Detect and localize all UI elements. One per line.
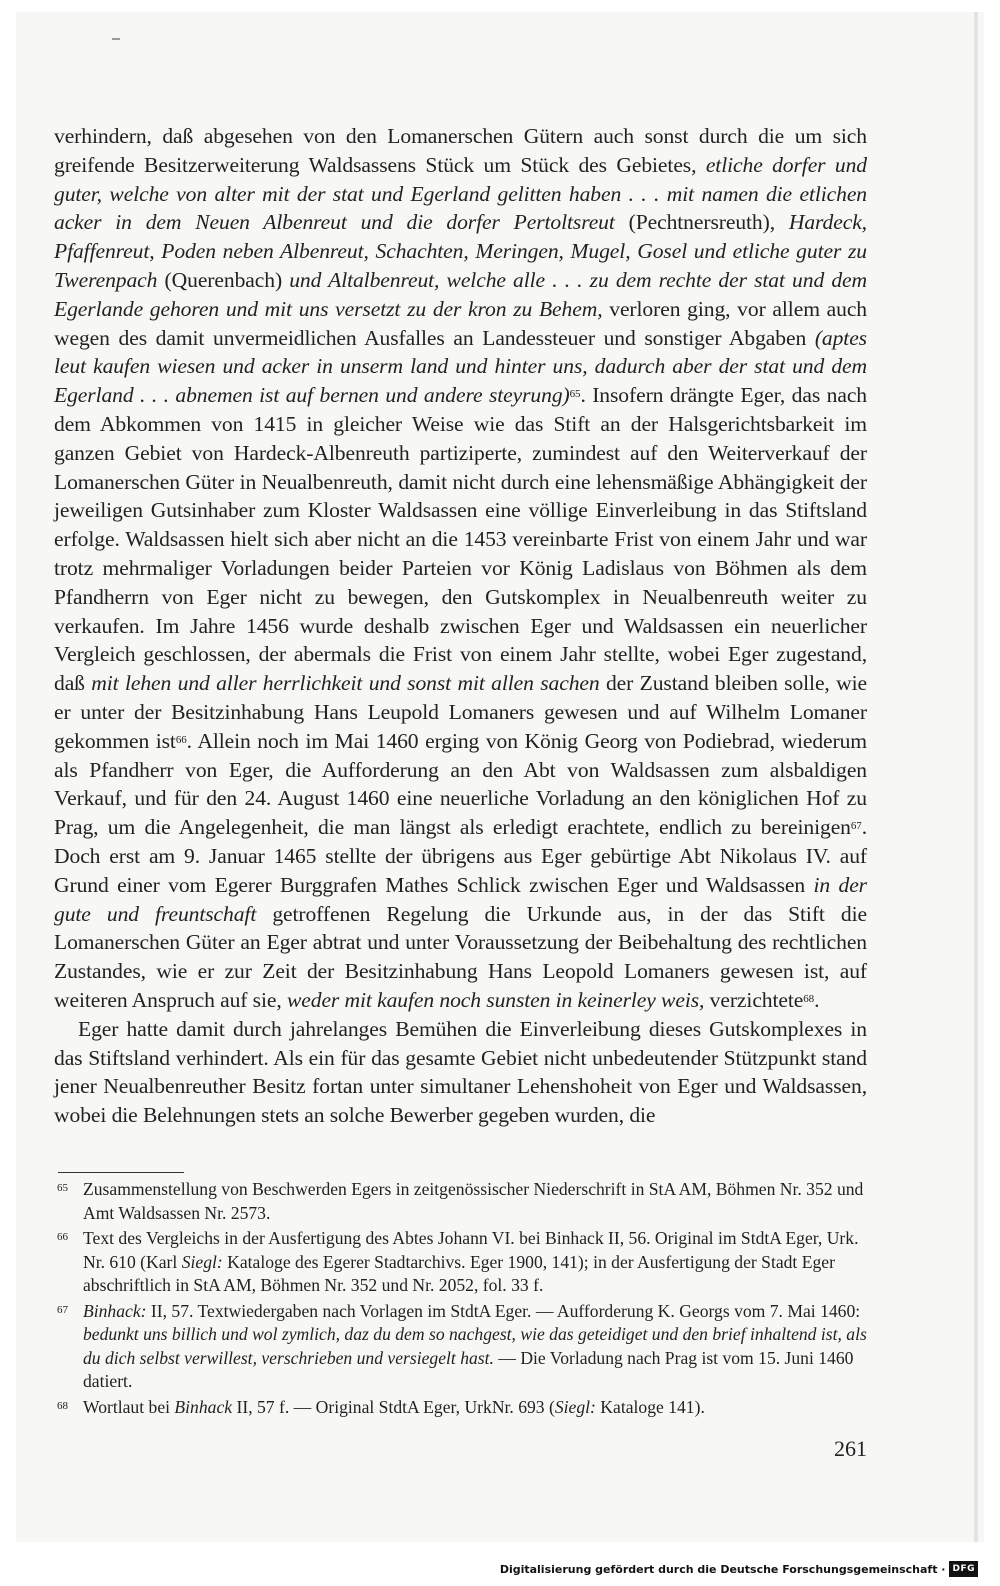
text-run: Wortlaut bei — [83, 1396, 175, 1417]
italic-quote: (aptes leut kaufen wiesen und acker in unserm land und hinter uns, dadurch aber der stat und dem Egerland . . . abnemen ist auf bernen und andere steyrung) — [54, 325, 867, 408]
footnote-66 — [54, 1227, 867, 1298]
footnote-number: 65 — [57, 1182, 68, 1194]
text-run: . — [814, 987, 820, 1012]
italic-quote: in der gute und freuntschaft — [54, 872, 867, 926]
footnote-67 — [54, 1300, 867, 1394]
main-text — [54, 122, 867, 1130]
footnote-reference: 66 — [175, 733, 187, 746]
text-run: Eger hatte damit durch jahrelanges Bemühen die Einverleibung dieses Gutskomplexes in das Stiftsland verhindert. Als ein für das gesamte Gebiet nicht unbedeutender Stützpunkt stand jener Neualbenreuther Besitz fortan unter simultaner Lehenshoheit von Eger und Waldsassen, wobei die Belehnungen stets an solche Bewerber gegeben wurden, die — [54, 1016, 867, 1128]
italic-quote: Hardeck, Pfaffenreut, Poden neben Albenreut, Schachten, Meringen, Mugel, Gosel und etliche guter zu Twerenpach — [54, 210, 867, 292]
italic-quote: Binhack: — [83, 1300, 147, 1321]
text-run: II, 57. Textwiedergaben nach Vorlagen im StdtA Eger. — Aufforderung K. Georgs vom 7. Mai 1460: — [146, 1300, 861, 1321]
text-run: — Die Vorladung nach Prag ist vom 15. Juni 1460 datiert. — [83, 1347, 854, 1391]
text-run: getroffenen Regelung die Urkunde aus, in der das Stift die Lomanerschen Güter an Eger abtrat und unter Voraussetzung der Beibehaltung des rechtlichen Zustandes, wie er zur Zeit der Besitzinhabung Hans Leopold Lomaners gewesen ist, auf weiteren Anspruch auf sie, — [54, 901, 867, 1012]
italic-quote: etliche dorfer und guter, welche von alter mit der stat und Egerland gelitten haben . . . mit namen die etlichen acker in dem Neuen Albenreut und die dorfer Pertoltsreut — [54, 152, 867, 235]
footnote-number: 67 — [57, 1303, 68, 1316]
text-run: Kataloge des Egerer Stadtarchivs. Eger 1900, 141); in der Ausfertigung der Stadt Eger abschriftlich in StA AM, Böhmen Nr. 352 und Nr. 2052, fol. 33 f. — [83, 1251, 835, 1295]
text-run: verloren ging, vor allem auch wegen des damit unvermeidlichen Ausfalles an Landessteuer und sonstiger Abgaben — [54, 296, 868, 350]
italic-quote: Siegl: — [181, 1251, 223, 1272]
text-run: Text des Vergleichs in der Ausfertigung des Abtes Johann VI. bei Binhack II, 56. Original im StdtA Eger, Urk. Nr. 610 (Karl — [83, 1228, 859, 1272]
digitization-credit — [500, 1560, 978, 1578]
scan-speck — [112, 38, 120, 40]
footnote-reference: 65 — [569, 388, 581, 401]
dfg-logo-icon: DFG — [949, 1561, 978, 1577]
italic-quote: und Altalbenreut, welche alle . . . zu dem rechte der stat und dem Egerlande gehoren und mit uns versetzt zu der kron zu Behem, — [54, 267, 867, 321]
page-edge — [974, 12, 978, 1542]
text-run: (Querenbach) — [157, 267, 290, 292]
text-run: verzichtete — [704, 987, 804, 1012]
text-run: . Insofern drängte Eger, das nach dem Abkommen von 1415 in gleicher Weise wie das Stift an der Halsgerichtsbarkeit im ganzen Gebiet von Hardeck-Albenreuth partiziperte, zumindest auf den Weiterverkauf der Lomanerschen Güter in Neualbenreuth, damit nicht durch eine lehensmäßige Abhängigkeit der jeweiligen Gutsinhaber zum Kloster Waldsassen eine völlige Einverleibung in das Stiftsland erfolge. Waldsassen hielt sich aber nicht an die 1453 vereinbarte Frist von einem Jahr und war trotz mehrmaliger Vorladungen beider Parteien vor König Ladislaus von Böhmen als dem Pfandherrn von Eger nicht zu bewegen, den Gutskomplex in Neualbenreuth weiter zu verkaufen. Im Jahre 1456 wurde deshalb zwischen Eger und Waldsassen ein neuerlicher Vergleich geschlossen, der abermals die Frist von einem Jahr stellte, wobei Eger zugestand, daß — [54, 383, 867, 696]
text-run: II, 57 f. — Original StdtA Eger, UrkNr. 693 ( — [232, 1396, 555, 1417]
text-run: Zusammenstellung von Beschwerden Egers in zeitgenössischer Niederschrift in StA AM, Böhmen Nr. 352 und Amt Waldsassen Nr. 2573. — [83, 1179, 864, 1223]
footnote-reference: 68 — [803, 992, 815, 1005]
footnote-number: 68 — [57, 1399, 68, 1412]
footnote-65 — [54, 1178, 867, 1225]
text-run: der Zustand bleiben solle, wie er unter der Besitzinhabung Hans Leupold Lomaners gewesen und auf Wilhelm Lomaner gekommen ist — [54, 671, 868, 753]
page-number: 261 — [834, 1436, 867, 1461]
footnote-number: 66 — [57, 1231, 68, 1243]
text-run: (Pechtnersreuth), — [614, 210, 789, 235]
text-run: . Allein noch im Mai 1460 erging von König Georg von Podiebrad, wiederum als Pfandherr von Eger, die Aufforderung an den Abt von Waldsassen zum alsbaldigen Verkauf, und für den 24. August 1460 eine neuerliche Vorladung an den königlichen Hof zu Prag, um die Angelegenheit, die man längst als erledigt erachtete, endlich zu bereinigen — [54, 728, 867, 840]
text-run: . Doch erst am 9. Januar 1465 stellte der übrigens aus Eger gebürtige Abt Nikolaus IV. auf Grund einer vom Egerer Burggrafen Mathes Schlick zwischen Eger und Waldsassen — [54, 815, 867, 897]
italic-quote: weder mit kaufen noch sunsten in keinerley weis, — [286, 987, 705, 1012]
italic-quote: Binhack — [174, 1396, 233, 1417]
italic-quote: Siegl: — [554, 1396, 596, 1417]
footnote-reference: 67 — [850, 820, 862, 833]
footnotes — [54, 1178, 867, 1421]
text-run: verhindern, daß abgesehen von den Lomanerschen Gütern auch sonst durch die um sich greifende Besitzerweiterung Waldsassens Stück um Stück des Gebietes, — [54, 124, 867, 177]
italic-quote: bedunkt uns billich und wol zymlich, daz du dem so nachgest, wie das geteidiget und den brief inhaltend ist, als du dich selbst verwillest, verschrieben und versiegelt hast. — [83, 1324, 867, 1368]
footnote-68 — [54, 1396, 867, 1420]
text-run: Kataloge 141). — [595, 1396, 705, 1417]
paragraph-1 — [54, 122, 867, 1015]
paragraph-2 — [54, 1015, 867, 1130]
italic-quote: mit lehen und aller herrlichkeit und sonst mit allen sachen — [91, 671, 600, 696]
credit-text: Digitalisierung gefördert durch die Deutsche Forschungsgemeinschaft · — [499, 1562, 946, 1576]
footnote-separator — [58, 1172, 184, 1173]
